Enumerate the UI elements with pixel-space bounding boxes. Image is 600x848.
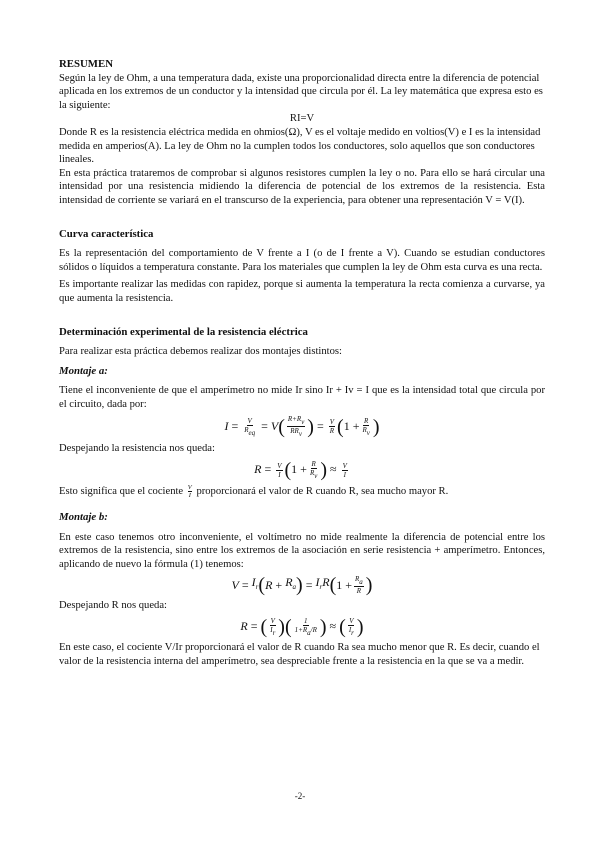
equation-voltage-b: V = $I_r$ ( R + $R_a$ ) = $I_rR$ ( 1 + $\frac{Ra}{R}$ ): [231, 574, 373, 597]
montaje-b-paragraph-2: Despejando R nos queda:: [59, 600, 167, 612]
montaje-a-p3-before: Esto significa que el cociente: [59, 486, 184, 497]
resumen-heading: RESUMEN: [59, 58, 113, 70]
montaje-b-heading: Montaje b:: [59, 511, 108, 524]
equation-resistance-a: R = $\frac{V}{I}$ ( 1 + $\frac{R}{Rv}$ ) ≈ $\frac{V}{I}$: [254, 459, 347, 482]
curva-heading: Curva característica: [59, 227, 154, 240]
montaje-b-paragraph-3: En este caso, el cociente V/Ir proporcionará el valor de R cuando Ra sea mucho menor que R. Es decir, cuando el valor de la resistencia interna del amperímetro, sea despreciable frente a la resistencia en la que se va a medir.: [59, 642, 540, 667]
resumen-intro: Según la ley de Ohm, a una temperatura dada, existe una proporcionalidad directa entre la diferencia de potencial aplicada en los extremos de un conductor y la intensidad que circula por él. La ley matemática que expresa esto es la siguiente:: [59, 72, 543, 111]
page-number: -2-: [294, 791, 306, 801]
montaje-a-paragraph-2: Despejando la resistencia nos queda:: [59, 443, 215, 455]
equation-resistance-b: R = ( $\frac{V}{Ir}$ ) ( $\frac{1}{1+Ra/R}$ ) ≈ ( $\frac{V}{Ir}$ ): [240, 616, 364, 639]
montaje-a-paragraph-3: [59, 484, 545, 499]
montaje-b-paragraph-1: En este caso tenemos otro inconveniente, el voltímetro no mide realmente la diferencia de potencial entre los extremos de la resistencia, sino entre los extremos de la asociación en serie resistencia + amperímetro. Entonces, aplicando de nuevo la fórmula (1) tenemos:: [59, 531, 545, 570]
determinacion-intro: Para realizar esta práctica debemos realizar dos montajes distintos:: [59, 346, 342, 358]
montaje-a-p3-after: proporcionará el valor de R cuando R, sea mucho mayor R.: [196, 486, 449, 497]
resumen-practice: En esta práctica trataremos de comprobar si algunos resistores cumplen la ley o no. Para ello se hará circular una intensidad por una resistencia midiendo la diferencia de potencial de los extremos de la resistencia. Esta intensidad de corriente se variará en el transcurso de la experiencia, para obtener una representación V = V(I).: [59, 167, 545, 206]
resumen-definitions: Donde R es la resistencia eléctrica medida en ohmios(Ω), V es el voltaje medido en voltios(V) e I es la intensidad medida en amperios(A). La ley de Ohm no la cumplen todos los conductores, solo aquellos que son conductores lineales.: [59, 126, 541, 166]
document-page: [59, 58, 545, 668]
ohm-law-formula: RI=V: [289, 113, 315, 125]
montaje-a-paragraph-1: Tiene el inconveniente de que el amperímetro no mide Ir sino Ir + Iv = I que es la intensidad total que circula por el circuito, dada por:: [59, 385, 545, 410]
curva-paragraph-2: Es importante realizar las medidas con rapidez, porque si aumenta la temperatura la recta comienza a curvarse, ya que aumenta la resistencia.: [59, 279, 545, 304]
montaje-a-heading: Montaje a:: [59, 364, 108, 377]
inline-fraction-v-over-i: $\frac{V}{I}$: [187, 484, 192, 500]
equation-current-total: I = $\frac{V}{\text{Req}}$ = V ( $\frac{R+Rv}{\text{RRv}}$ ) = $\frac{V}{R}$ ( 1 + $\frac{R}{Rv}$ ): [224, 415, 380, 439]
curva-paragraph-1: Es la representación del comportamiento de V frente a I (o de I frente a V). Cuando se estudian conductores sólidos o líquidos a temperatura constante. Para los materiales que cumplen la ley de Ohm esta curva es una recta.: [59, 248, 545, 273]
determinacion-heading: Determinación experimental de la resistencia eléctrica: [59, 325, 308, 338]
